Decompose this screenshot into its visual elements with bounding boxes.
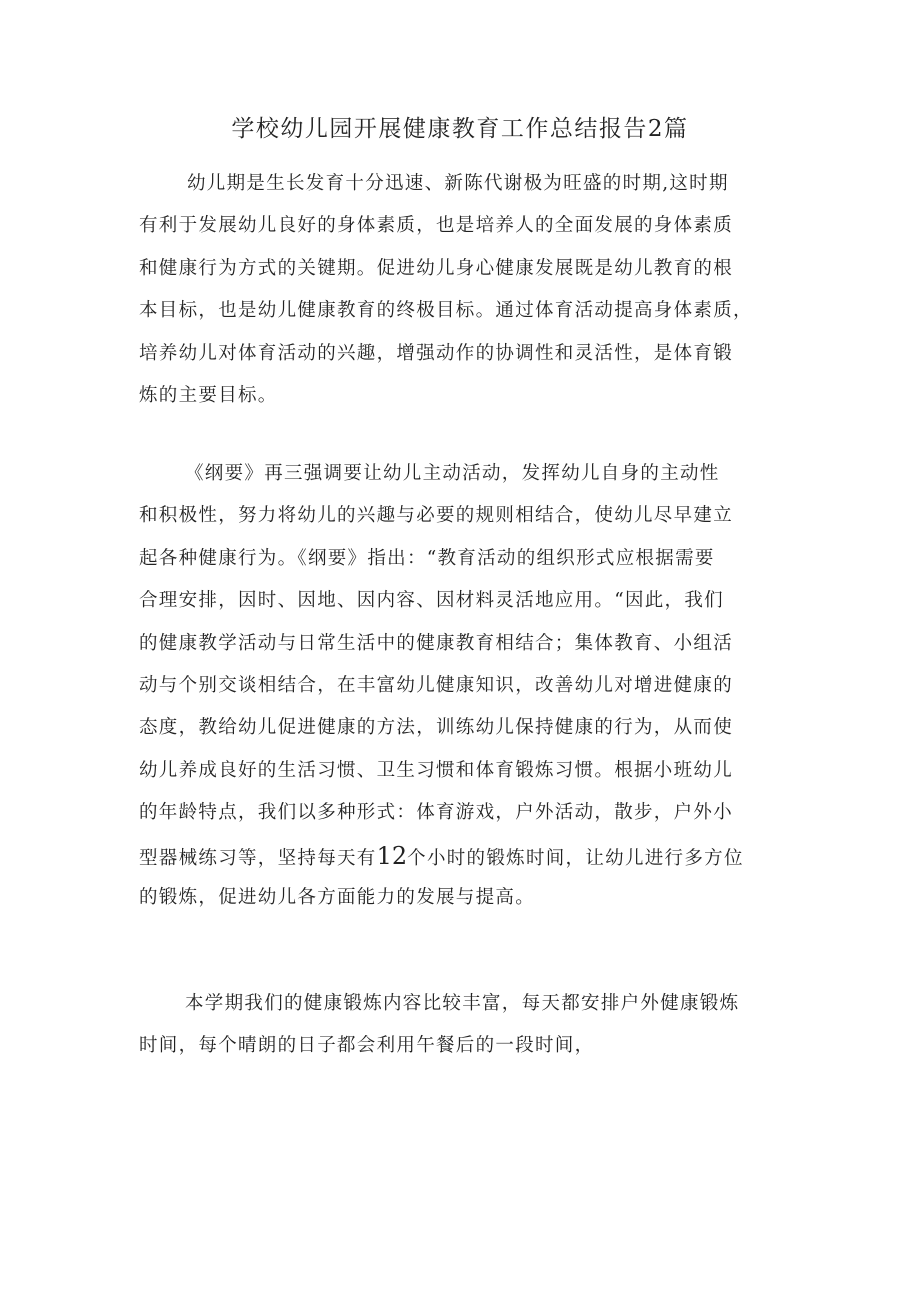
paragraph-2-line-1: 《纲要》再三强调要让幼儿主动活动，发挥幼儿自身的主动性 (185, 463, 720, 484)
paragraph-2-line-10 (139, 835, 799, 877)
paragraph-3 (139, 983, 799, 1068)
paragraph-1-line-1: 幼儿期是生长发育十分迅速、新陈代谢极为旺盛的时期,这时期 (187, 173, 729, 194)
document-title: 学校幼儿园开展健康教育工作总结报告2篇 (231, 116, 689, 142)
paragraph-1-line-4: 本目标，也是幼儿健康教育的终极目标。通过体育活动提高身体素质， (139, 300, 753, 322)
paragraph-1-line-6: 炼的主要目标。 (139, 384, 278, 406)
paragraph-2-line-4: 合理安排，因时、因地、因内容、因材料灵活地应用。“因此，我们 (139, 590, 724, 612)
paragraph-2-line-3: 起各种健康行为。《纲要》指出：“教育活动的组织形式应根据需要 (139, 547, 715, 569)
paragraph-2-line-11: 的锻炼，促进幼儿各方面能力的发展与提高。 (139, 886, 536, 908)
line-10-text-before: 型器械练习等，坚持每天有 (139, 847, 377, 869)
hours-number: 12 (376, 841, 408, 870)
paragraph-1-line-3: 和健康行为方式的关键期。促进幼儿身心健康发展既是幼儿教育的根 (139, 257, 734, 279)
paragraph-2-line-2: 和积极性，努力将幼儿的兴趣与必要的规则相结合，使幼儿尽早建立 (139, 505, 734, 527)
line-10-text-after: 个小时的锻炼时间，让幼儿进行多方位 (407, 847, 744, 869)
paragraph-1-line-5: 培养幼儿对体育活动的兴趣，增强动作的协调性和灵活性，是体育锻 (139, 342, 734, 364)
paragraph-2 (139, 453, 799, 919)
paragraph-2-line-6: 动与个别交谈相结合，在丰富幼儿健康知识，改善幼儿对增进健康的 (139, 674, 734, 696)
paragraph-3-line-2: 时间，每个晴朗的日子都会利用午餐后的一段时间， (139, 1035, 595, 1057)
paragraph-1 (139, 163, 799, 417)
paragraph-2-line-8: 幼儿养成良好的生活习惯、卫生习惯和体育锻炼习惯。根据小班幼儿 (139, 759, 734, 781)
paragraph-2-line-9: 的年龄特点，我们以多种形式：体育游戏，户外活动，散步，户外小 (139, 802, 734, 824)
paragraph-2-line-7: 态度，教给幼儿促进健康的方法，训练幼儿保持健康的行为，从而使 (139, 717, 734, 739)
paragraph-1-line-2: 有利于发展幼儿良好的身体素质，也是培养人的全面发展的身体素质 (139, 215, 734, 237)
paragraph-2-line-5: 的健康教学活动与日常生活中的健康教育相结合；集体教育、小组活 (139, 632, 734, 654)
paragraph-3-line-1: 本学期我们的健康锻炼内容比较丰富，每天都安排户外健康锻炼 (185, 993, 740, 1014)
